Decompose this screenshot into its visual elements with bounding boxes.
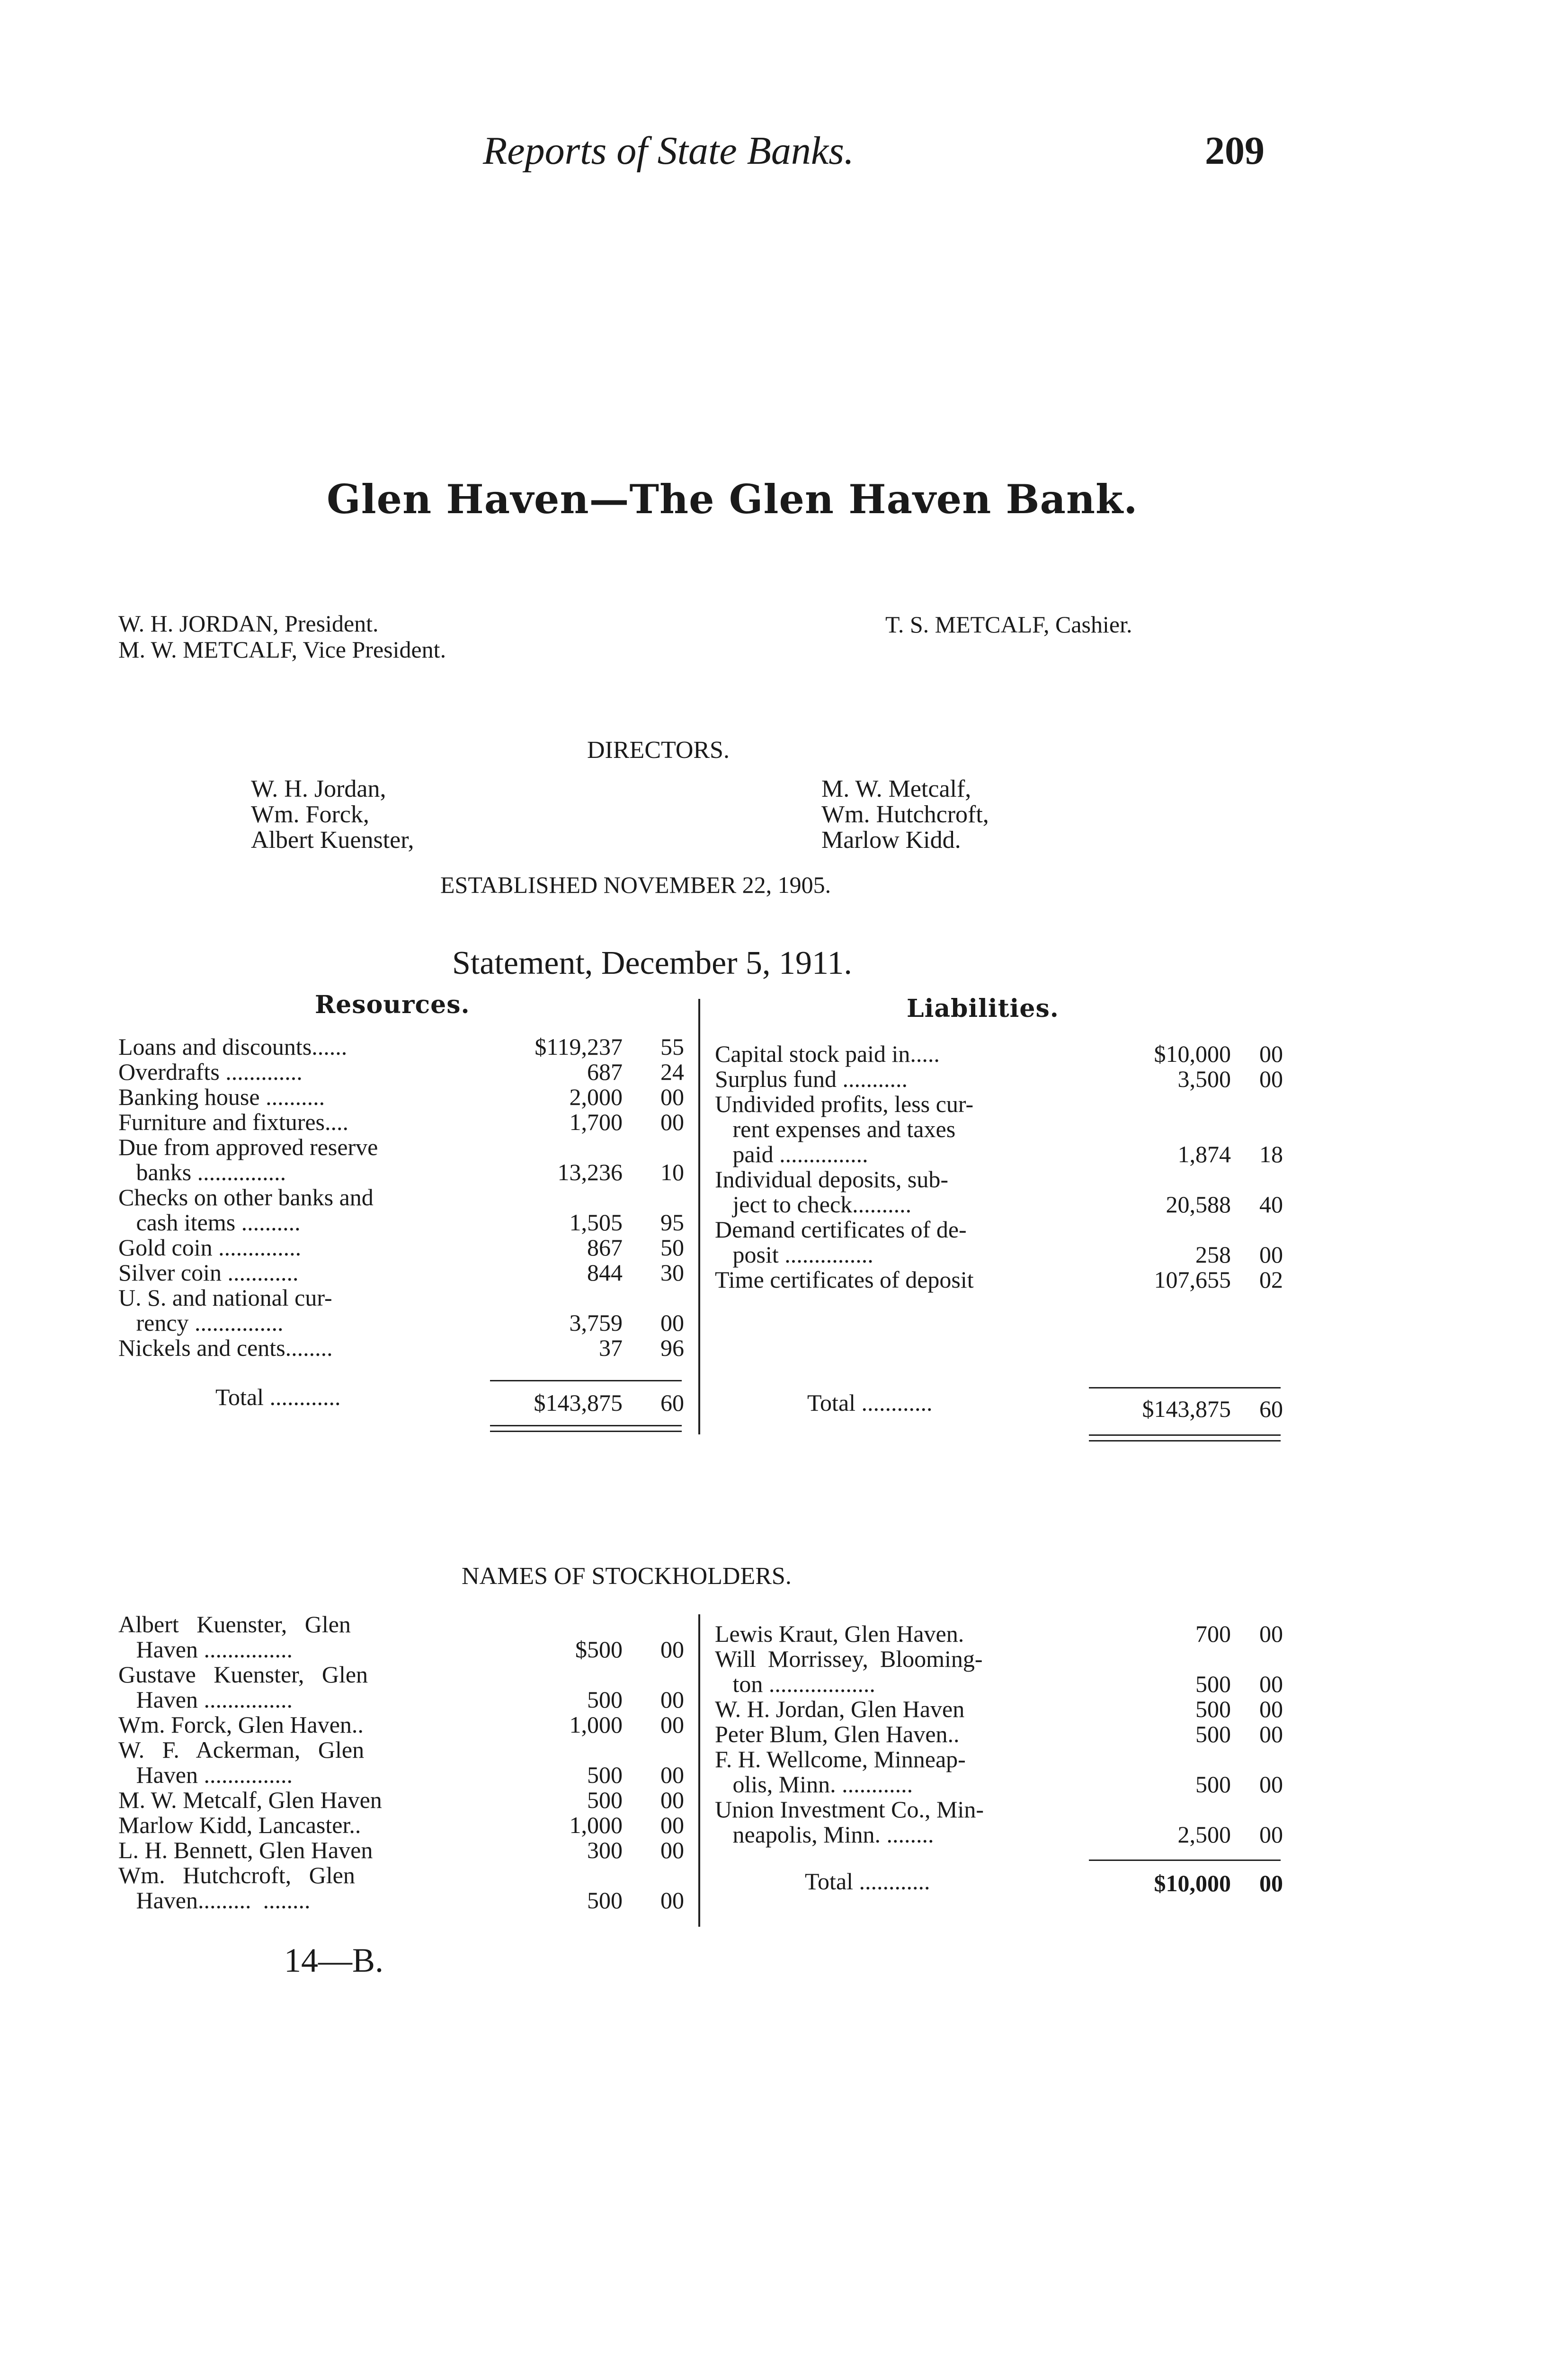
line-label: Furniture and fixtures.... xyxy=(118,1109,349,1135)
line-cents: 00 xyxy=(660,1686,684,1713)
line-label: Wm. Hutchcroft, Glen xyxy=(118,1862,355,1888)
line-label: Gold coin .............. xyxy=(118,1234,302,1261)
line-label: Nickels and cents........ xyxy=(118,1335,333,1361)
line-dollars: $10,000 xyxy=(1154,1041,1231,1067)
line-cents: 00 xyxy=(660,1309,684,1336)
line-dollars: 3,500 xyxy=(1177,1066,1231,1092)
line-label: Lewis Kraut, Glen Haven. xyxy=(715,1620,964,1647)
total-rule xyxy=(490,1380,682,1381)
line-cents: 00 xyxy=(660,1787,684,1813)
stockholders-total-cents: 00 xyxy=(1259,1870,1283,1896)
line-label: Marlow Kidd, Lancaster.. xyxy=(118,1812,361,1838)
line-label: Wm. Forck, Glen Haven.. xyxy=(118,1711,364,1738)
statement-title: Statement, December 5, 1911. xyxy=(452,945,852,981)
line-dollars: 300 xyxy=(587,1837,623,1863)
line-cents: 00 xyxy=(660,1837,684,1863)
line-cents: 10 xyxy=(660,1159,684,1185)
officers-block xyxy=(118,611,446,663)
line-cents: 00 xyxy=(660,1636,684,1663)
line-dollars: 3,759 xyxy=(569,1309,623,1336)
line-cents: 00 xyxy=(1259,1241,1283,1268)
line-label: Time certificates of deposit xyxy=(715,1266,974,1293)
line-label: Individual deposits, sub- xyxy=(715,1166,949,1192)
column-divider xyxy=(698,1614,700,1927)
director: Wm. Hutchcroft, xyxy=(821,801,989,828)
line-cents: 00 xyxy=(660,1711,684,1738)
resources-total-cents: 60 xyxy=(660,1389,684,1416)
line-label: cash items .......... xyxy=(118,1209,301,1236)
line-dollars: 1,700 xyxy=(569,1109,623,1135)
line-label: ton .................. xyxy=(715,1671,875,1697)
line-dollars: 500 xyxy=(1195,1671,1231,1697)
line-dollars: 107,655 xyxy=(1154,1266,1231,1293)
column-divider xyxy=(698,999,700,1434)
line-cents: 30 xyxy=(660,1259,684,1286)
line-cents: 00 xyxy=(660,1109,684,1135)
line-dollars: 37 xyxy=(599,1335,623,1361)
line-label: Checks on other banks and xyxy=(118,1184,374,1210)
line-cents: 00 xyxy=(660,1812,684,1838)
line-dollars: $119,237 xyxy=(535,1033,623,1060)
line-label: U. S. and national cur- xyxy=(118,1284,332,1311)
line-dollars: 20,588 xyxy=(1166,1191,1231,1218)
liabilities-total-label: Total ............ xyxy=(807,1389,933,1416)
total-rule xyxy=(1089,1387,1281,1388)
line-cents: 00 xyxy=(1259,1066,1283,1092)
line-dollars: 2,000 xyxy=(569,1084,623,1110)
resources-total-dollars: $143,875 xyxy=(534,1389,623,1416)
bank-title: Glen Haven—The Glen Haven Bank. xyxy=(327,476,1138,523)
line-cents: 02 xyxy=(1259,1266,1283,1293)
vice-president: M. W. METCALF, Vice President. xyxy=(118,636,446,663)
line-cents: 50 xyxy=(660,1234,684,1261)
line-label: neapolis, Minn. ........ xyxy=(715,1821,934,1848)
stockholders-heading: NAMES OF STOCKHOLDERS. xyxy=(462,1563,792,1590)
line-label: Union Investment Co., Min- xyxy=(715,1796,984,1823)
line-cents: 24 xyxy=(660,1059,684,1085)
line-label: Peter Blum, Glen Haven.. xyxy=(715,1721,960,1747)
total-rule xyxy=(1089,1860,1281,1861)
liabilities-total-dollars: $143,875 xyxy=(1142,1396,1231,1422)
line-label: Haven ............... xyxy=(118,1636,293,1663)
line-cents: 96 xyxy=(660,1335,684,1361)
line-label: W. F. Ackerman, Glen xyxy=(118,1736,365,1763)
page-number: 209 xyxy=(1205,129,1265,173)
line-label: W. H. Jordan, Glen Haven xyxy=(715,1696,965,1722)
stockholders-total-dollars: $10,000 xyxy=(1154,1870,1231,1896)
line-cents: 55 xyxy=(660,1033,684,1060)
line-dollars: 500 xyxy=(587,1887,623,1913)
established-date: ESTABLISHED NOVEMBER 22, 1905. xyxy=(440,872,831,898)
line-label: Capital stock paid in..... xyxy=(715,1041,940,1067)
directors-heading: DIRECTORS. xyxy=(587,737,730,764)
line-dollars: 2,500 xyxy=(1177,1821,1231,1848)
line-cents: 00 xyxy=(1259,1041,1283,1067)
total-double-rule xyxy=(490,1431,682,1432)
line-cents: 00 xyxy=(1259,1821,1283,1848)
line-dollars: 500 xyxy=(1195,1721,1231,1747)
total-double-rule xyxy=(1089,1434,1281,1436)
directors-right xyxy=(821,776,989,853)
president: W. H. JORDAN, President. xyxy=(118,610,379,637)
line-cents: 18 xyxy=(1259,1141,1283,1167)
line-label: olis, Minn. ............ xyxy=(715,1771,913,1797)
director: M. W. Metcalf, xyxy=(821,775,971,802)
line-label: Gustave Kuenster, Glen xyxy=(118,1661,368,1688)
line-dollars: 500 xyxy=(587,1762,623,1788)
line-cents: 00 xyxy=(1259,1696,1283,1722)
line-dollars: 500 xyxy=(587,1686,623,1713)
line-dollars: 700 xyxy=(1195,1620,1231,1647)
director: W. H. Jordan, xyxy=(251,775,386,802)
director: Marlow Kidd. xyxy=(821,827,961,854)
line-label: Haven ............... xyxy=(118,1762,293,1788)
line-dollars: 1,505 xyxy=(569,1209,623,1236)
line-dollars: 1,000 xyxy=(569,1711,623,1738)
resources-total-label: Total ............ xyxy=(215,1384,341,1410)
line-label: Will Morrissey, Blooming- xyxy=(715,1646,983,1672)
line-dollars: 687 xyxy=(587,1059,623,1085)
director: Wm. Forck, xyxy=(251,801,369,828)
liabilities-total-cents: 60 xyxy=(1259,1396,1283,1422)
line-label: Undivided profits, less cur- xyxy=(715,1091,974,1117)
line-cents: 00 xyxy=(660,1762,684,1788)
resources-heading: Resources. xyxy=(315,990,470,1019)
line-label: Due from approved reserve xyxy=(118,1134,378,1160)
line-label: posit ............... xyxy=(715,1241,873,1268)
line-label: Silver coin ............ xyxy=(118,1259,299,1286)
line-cents: 00 xyxy=(1259,1771,1283,1797)
line-label: ject to check.......... xyxy=(715,1191,912,1218)
line-dollars: 500 xyxy=(1195,1771,1231,1797)
line-dollars: 867 xyxy=(587,1234,623,1261)
line-dollars: 258 xyxy=(1195,1241,1231,1268)
liabilities-heading: Liabilities. xyxy=(907,994,1059,1023)
line-label: Banking house .......... xyxy=(118,1084,325,1110)
line-dollars: 844 xyxy=(587,1259,623,1286)
cashier: T. S. METCALF, Cashier. xyxy=(885,611,1132,638)
line-label: banks ............... xyxy=(118,1159,286,1185)
stockholders-total-label: Total ............ xyxy=(805,1868,930,1895)
line-cents: 40 xyxy=(1259,1191,1283,1218)
line-label: rent expenses and taxes xyxy=(715,1116,956,1142)
line-label: Haven......... ........ xyxy=(118,1887,311,1913)
line-cents: 00 xyxy=(660,1887,684,1913)
total-double-rule xyxy=(1089,1440,1281,1442)
director: Albert Kuenster, xyxy=(251,827,414,854)
line-label: M. W. Metcalf, Glen Haven xyxy=(118,1787,382,1813)
line-label: Demand certificates of de- xyxy=(715,1216,967,1243)
line-cents: 00 xyxy=(1259,1721,1283,1747)
line-label: Loans and discounts...... xyxy=(118,1033,347,1060)
line-label: Albert Kuenster, Glen xyxy=(118,1611,351,1637)
line-dollars: 13,236 xyxy=(557,1159,623,1185)
directors-left xyxy=(251,776,414,853)
line-label: Overdrafts ............. xyxy=(118,1059,303,1085)
line-label: L. H. Bennett, Glen Haven xyxy=(118,1837,373,1863)
line-label: Haven ............... xyxy=(118,1686,293,1713)
line-dollars: 500 xyxy=(1195,1696,1231,1722)
line-dollars: 500 xyxy=(587,1787,623,1813)
line-label: F. H. Wellcome, Minneap- xyxy=(715,1746,966,1772)
line-cents: 95 xyxy=(660,1209,684,1236)
line-cents: 00 xyxy=(660,1084,684,1110)
line-cents: 00 xyxy=(1259,1671,1283,1697)
total-double-rule xyxy=(490,1425,682,1426)
signature-mark: 14—B. xyxy=(284,1941,384,1979)
line-label: paid ............... xyxy=(715,1141,868,1167)
line-label: Surplus fund ........... xyxy=(715,1066,908,1092)
line-dollars: 1,874 xyxy=(1177,1141,1231,1167)
line-dollars: $500 xyxy=(575,1636,623,1663)
line-cents: 00 xyxy=(1259,1620,1283,1647)
running-head: Reports of State Banks. xyxy=(483,129,854,173)
line-label: rency ............... xyxy=(118,1309,284,1336)
line-dollars: 1,000 xyxy=(569,1812,623,1838)
